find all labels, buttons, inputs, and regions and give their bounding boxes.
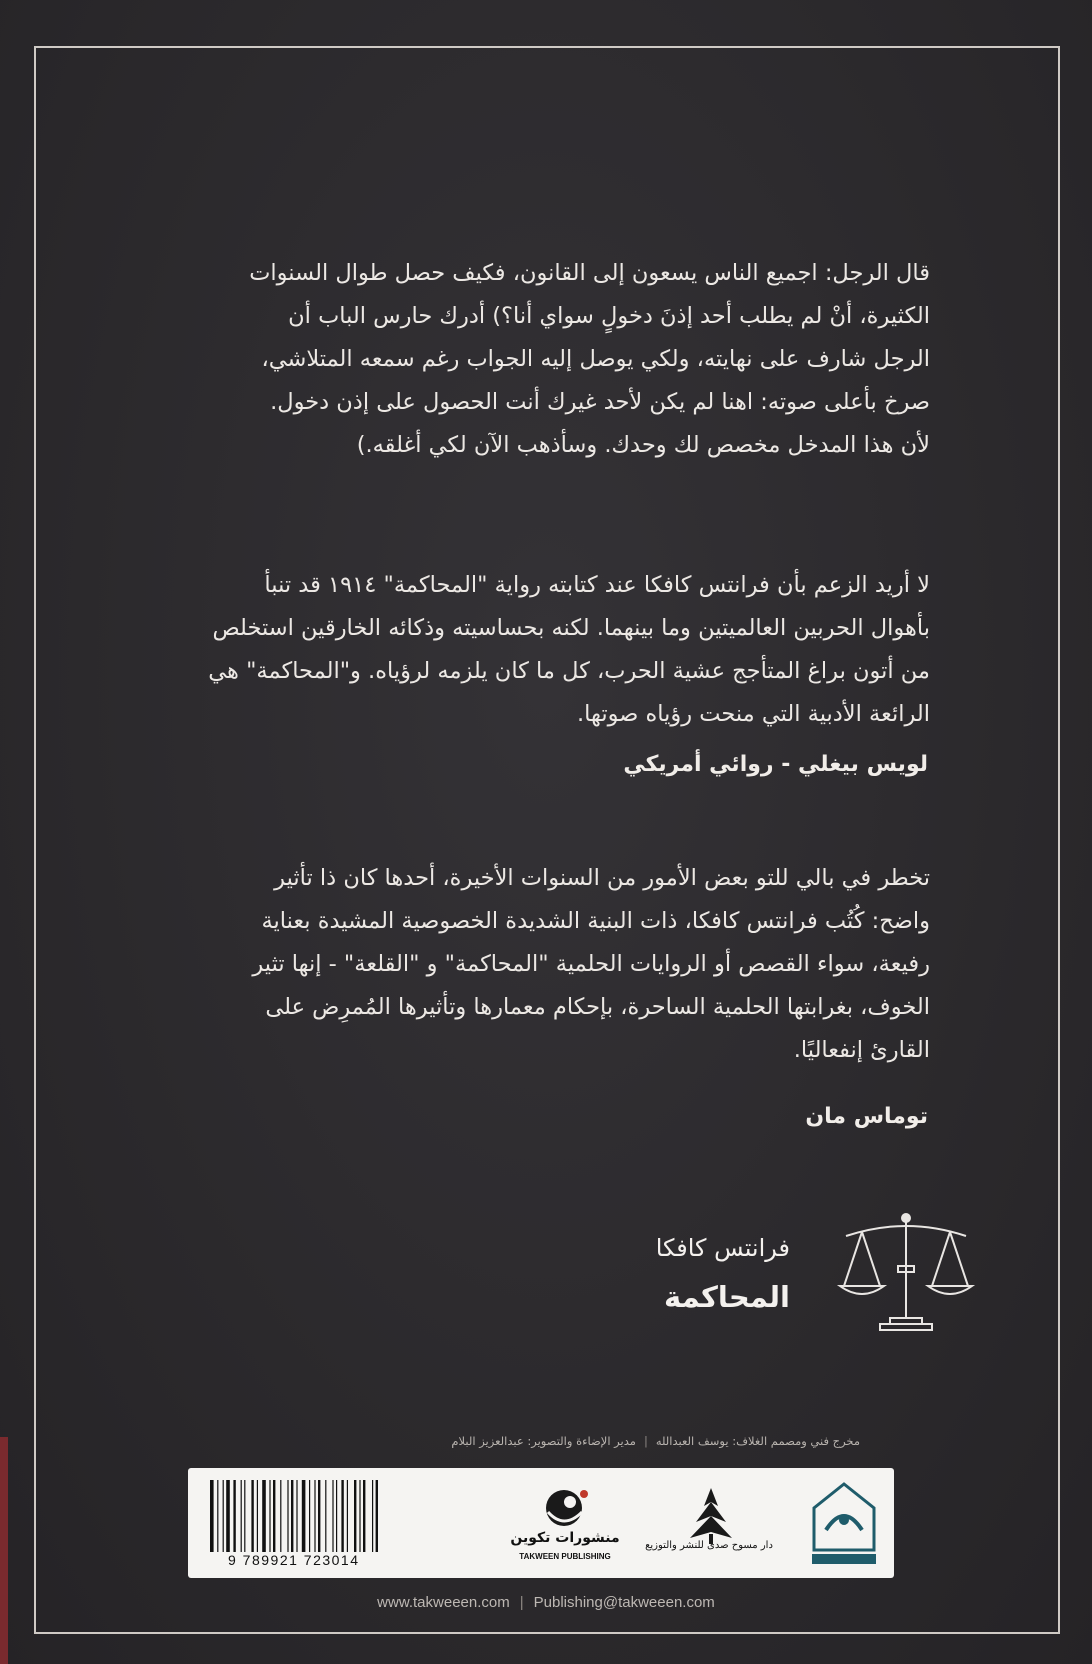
credit-lighting: مدير الإضاءة والتصوير: عبدالعزيز البلام: [451, 1434, 636, 1448]
text-line: صرخ بأعلى صوته: اهنا لم يكن لأحد غيرك أنت الحصول على إذن دخول.: [270, 389, 930, 415]
isbn-barcode: [206, 1480, 446, 1552]
cover-credits: [451, 1434, 860, 1448]
barcode-bar: [287, 1480, 288, 1552]
website-link[interactable]: www.takweeen.com: [377, 1594, 510, 1611]
barcode-panel: [188, 1468, 894, 1578]
credit-separator: |: [643, 1434, 648, 1448]
attribution-mann: توماس مان: [805, 1104, 928, 1129]
barcode-bar: [217, 1480, 218, 1552]
text-line: من أتون براغ المتأجج عشية الحرب، كل ما كان يلزمه لرؤياه. و"المحاكمة" هي: [208, 658, 930, 684]
author-name: فرانتس كافكا: [655, 1234, 790, 1262]
book-title: المحاكمة: [664, 1280, 790, 1314]
barcode-bar: [347, 1480, 348, 1552]
barcode-bar: [302, 1480, 306, 1552]
barcode-bar: [273, 1480, 275, 1552]
barcode-bar: [332, 1480, 333, 1552]
publisher-plant-logo-icon: [656, 1482, 766, 1568]
text-line: الكثيرة، أنْ لم يطلب أحد إذنَ دخولٍ سواي أنا؟) أدرك حارس الباب أن: [288, 303, 930, 329]
barcode-bar: [223, 1480, 224, 1552]
barcode-bar: [376, 1480, 378, 1552]
quote-paragraph-2: [170, 564, 930, 736]
text-line: لا أريد الزعم بأن فرانتس كافكا عند كتابته رواية "المحاكمة" ١٩١٤ قد تنبأ: [264, 572, 930, 598]
text-line: الرائعة الأدبية التي منحت رؤياه صوتها.: [576, 701, 930, 727]
barcode-bar: [314, 1480, 315, 1552]
barcode-bar: [318, 1480, 320, 1552]
barcode-bar: [296, 1480, 297, 1552]
text-line: رفيعة، سواء القصص أو الروايات الحلمية "المحاكمة" و "القلعة" - إنها تثير: [252, 951, 930, 977]
publisher-masooh-ar: دار مسوح صدى للنشر والتوزيع: [645, 1540, 773, 1551]
barcode-bar: [251, 1480, 253, 1552]
attribution-begley: لويس بيغلي - روائي أمريكي: [623, 752, 928, 777]
barcode-bar: [325, 1480, 326, 1552]
credit-design: مخرج فني ومصمم الغلاف: يوسف العبدالله: [655, 1434, 860, 1448]
text-line: الخوف، بغرابتها الحلمية الساحرة، بإحكام معمارها وتأثيرها المُمرِض على: [265, 994, 930, 1020]
email-link[interactable]: Publishing@takweeen.com: [533, 1594, 715, 1611]
text-line: بأهوال الحربين العالميتين وما بينهما. لكنه بحساسيته وذكائه الخارقين استخلص: [212, 615, 930, 641]
publisher-takween-ar: منشورات تكوين: [510, 1530, 620, 1546]
barcode-bar: [359, 1480, 360, 1552]
spine-accent: [0, 1437, 8, 1664]
barcode-bar: [233, 1480, 235, 1552]
text-line: قال الرجل: اجميع الناس يسعون إلى القانون، فكيف حصل طوال السنوات: [249, 260, 930, 286]
barcode-bar: [341, 1480, 343, 1552]
isbn-number: 9 789921 723014: [228, 1552, 360, 1568]
barcode-bar: [241, 1480, 242, 1552]
barcode-bar: [309, 1480, 310, 1552]
barcode-bar: [257, 1480, 258, 1552]
barcode-bar: [372, 1480, 373, 1552]
barcode-bar: [291, 1480, 293, 1552]
text-line: تخطر في بالي للتو بعض الأمور من السنوات الأخيرة، أحدها كان ذا تأثير: [274, 865, 930, 891]
barcode-bar: [363, 1480, 365, 1552]
barcode-bar: [280, 1480, 281, 1552]
barcode-bar: [354, 1480, 356, 1552]
publisher-takween-en: TAKWEEN PUBLISHING: [519, 1552, 611, 1561]
scales-of-justice-icon: [836, 1210, 976, 1336]
barcode-bar: [210, 1480, 214, 1552]
text-line: واضح: كُتُب فرانتس كافكا، ذات البنية الشديدة الخصوصية المشيدة بعناية: [261, 908, 930, 934]
barcode-bar: [269, 1480, 270, 1552]
text-line: الرجل شارف على نهايته، ولكي يوصل إليه الجواب رغم سمعه المتلاشي،: [261, 346, 930, 372]
barcode-bar: [262, 1480, 266, 1552]
text-line: لأن هذا المدخل مخصص لك وحدك. وسأذهب الآن لكي أغلقه.): [356, 432, 930, 458]
barcode-bar: [336, 1480, 337, 1552]
barcode-bar: [244, 1480, 245, 1552]
quote-paragraph-1: [170, 252, 930, 467]
barcode-bar: [226, 1480, 230, 1552]
quote-paragraph-3: [170, 857, 930, 1072]
calligraphy-seal-logo: [804, 1480, 884, 1568]
text-line: القارئ إنفعاليًا.: [793, 1037, 930, 1063]
contact-line: [0, 1594, 1092, 1611]
contact-separator: |: [519, 1594, 524, 1611]
